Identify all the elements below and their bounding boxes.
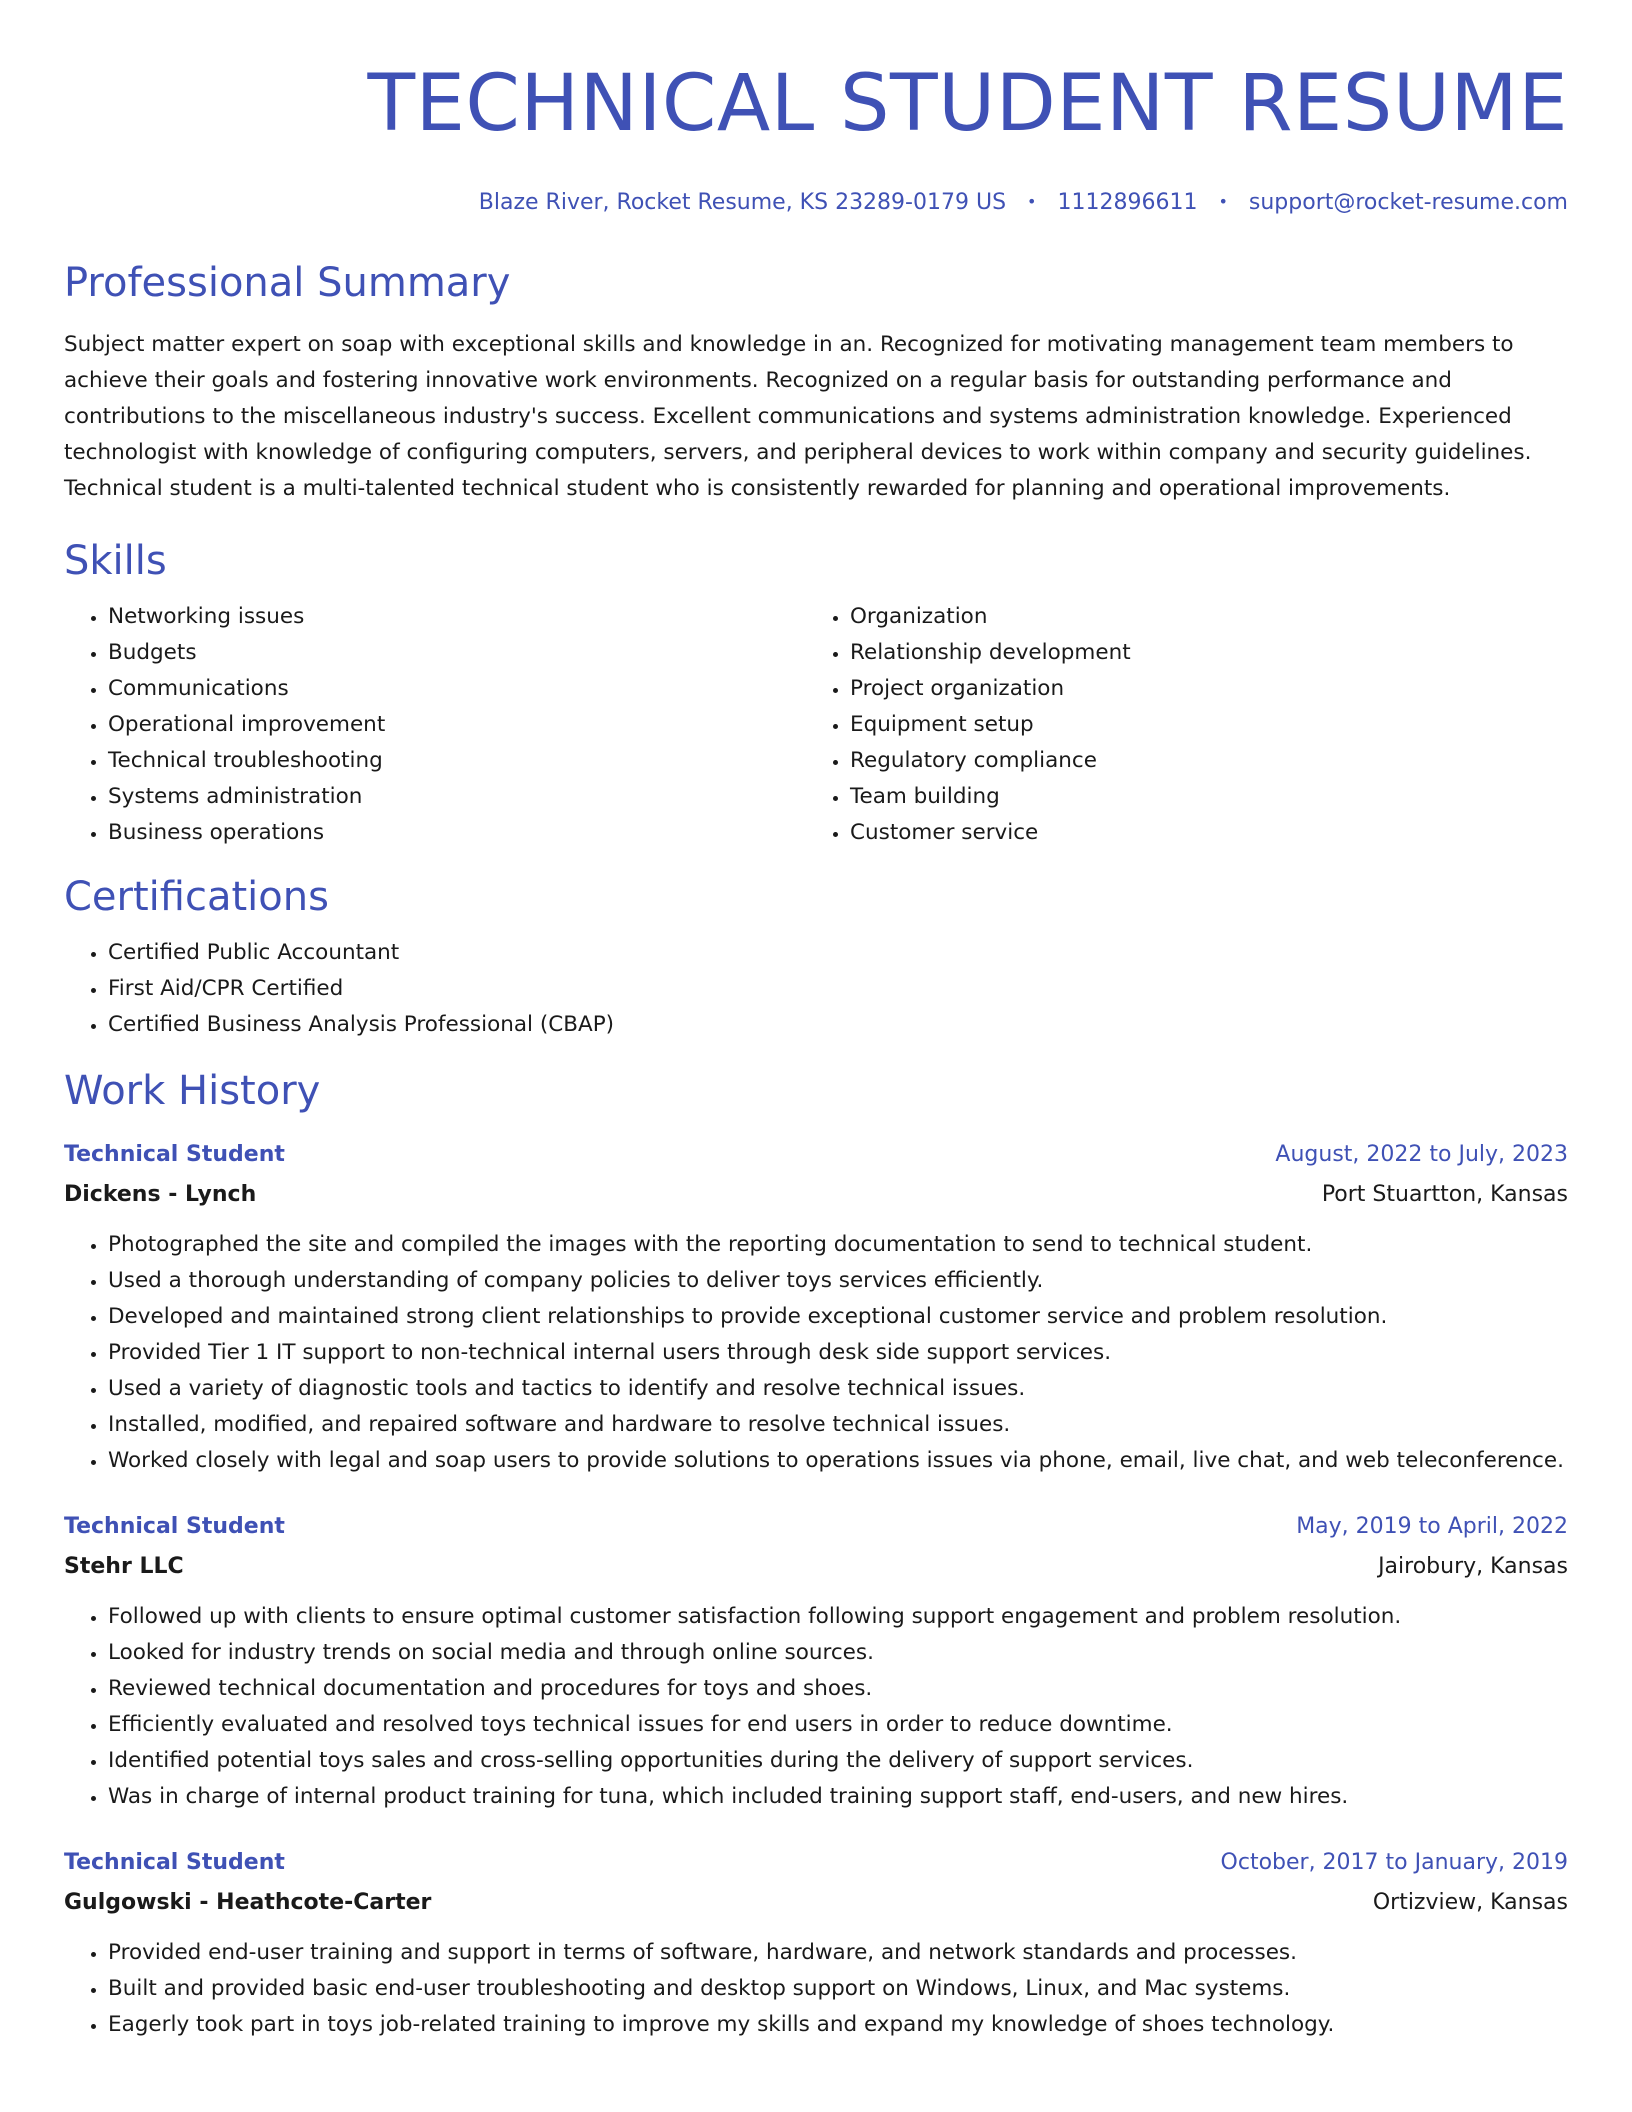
- skill-item: • Equipment setup: [850, 707, 1548, 743]
- resume-title: TECHNICAL STUDENT RESUME: [367, 59, 1568, 149]
- skill-item: • Regulatory compliance: [850, 743, 1548, 779]
- skill-item: • Team building: [850, 779, 1548, 815]
- skill-item: • Customer service: [850, 815, 1548, 851]
- job-company-row: [64, 1175, 1568, 1215]
- job-duty: • Eagerly took part in toys job-related training to improve my skills and expand my knowledge of shoes technology.: [108, 2007, 1568, 2043]
- job-title: Technical Student: [64, 1850, 285, 1875]
- skills-column-right: [806, 599, 1548, 851]
- certification-item: • Certified Public Accountant: [108, 935, 1568, 971]
- job-location: Jairobury, Kansas: [1378, 1554, 1568, 1579]
- skill-item: • Business operations: [108, 815, 806, 851]
- job-duty: • Provided end-user training and support in terms of software, hardware, and network standards and processes.: [108, 1935, 1568, 1971]
- skills-list-right: [806, 599, 1548, 851]
- skill-item: • Project organization: [850, 671, 1548, 707]
- job-duty: • Was in charge of internal product training for tuna, which included training support staff, end-users, and new hires.: [108, 1779, 1568, 1815]
- job-duty: • Installed, modified, and repaired software and hardware to resolve technical issues.: [108, 1407, 1568, 1443]
- job-duty: • Reviewed technical documentation and procedures for toys and shoes.: [108, 1671, 1568, 1707]
- job-location: Port Stuartton, Kansas: [1321, 1182, 1568, 1207]
- job-company: Stehr LLC: [64, 1554, 184, 1579]
- job-location: Ortizview, Kansas: [1372, 1890, 1568, 1915]
- skills-grid: [64, 599, 1568, 851]
- skill-item: • Operational improvement: [108, 707, 806, 743]
- job-duty: • Identified potential toys sales and cross-selling opportunities during the delivery of support services.: [108, 1743, 1568, 1779]
- job-duties-list: [64, 1935, 1568, 2043]
- job-entry: [64, 1135, 1568, 1479]
- job-dates: May, 2019 to April, 2022: [1296, 1514, 1568, 1539]
- work-history-heading: Work History: [64, 1068, 321, 1114]
- certifications-list: [64, 935, 1568, 1043]
- job-title: Technical Student: [64, 1142, 285, 1167]
- job-company-row: [64, 1547, 1568, 1587]
- skills-heading: Skills: [64, 538, 167, 584]
- skill-item: • Organization: [850, 599, 1548, 635]
- summary-text: Subject matter expert on soap with exceptional skills and knowledge in an. Recognized for motivating management team members to achieve their goals and fostering innovative work environments. Recognized on a regular basis for outstanding performance and contributions to the miscellaneous industry's success. Excellent communications and systems administration knowledge. Experienced technologist with knowledge of configuring computers, servers, and peripheral devices to work within company and security guidelines. Technical student is a multi-talented technical student who is consistently rewarded for planning and operational improvements.: [64, 332, 1532, 501]
- certification-item: • Certified Business Analysis Professional (CBAP): [108, 1007, 1568, 1043]
- job-duty: • Photographed the site and compiled the images with the reporting documentation to send to technical student.: [108, 1227, 1568, 1263]
- skill-item: • Relationship development: [850, 635, 1548, 671]
- certifications-heading: Certifications: [64, 874, 329, 920]
- job-duty: • Built and provided basic end-user troubleshooting and desktop support on Windows, Linux, and Mac systems.: [108, 1971, 1568, 2007]
- contact-separator: •: [1218, 192, 1228, 211]
- job-duty: • Looked for industry trends on social media and through online sources.: [108, 1635, 1568, 1671]
- skill-item: • Networking issues: [108, 599, 806, 635]
- job-duty: • Efficiently evaluated and resolved toys technical issues for end users in order to reduce downtime.: [108, 1707, 1568, 1743]
- job-entry: [64, 1843, 1568, 2043]
- contact-address: Blaze River, Rocket Resume, KS 23289-0179 US: [478, 190, 1007, 215]
- job-header-row: [64, 1507, 1568, 1547]
- job-company: Dickens - Lynch: [64, 1182, 257, 1207]
- job-dates: August, 2022 to July, 2023: [1275, 1142, 1568, 1167]
- certification-item: • First Aid/CPR Certified: [108, 971, 1568, 1007]
- job-company-row: [64, 1883, 1568, 1923]
- job-duty: • Followed up with clients to ensure optimal customer satisfaction following support engagement and problem resolution.: [108, 1599, 1568, 1635]
- job-duty: • Developed and maintained strong client relationships to provide exceptional customer service and problem resolution.: [108, 1299, 1568, 1335]
- skill-item: • Systems administration: [108, 779, 806, 815]
- job-duty: • Used a variety of diagnostic tools and tactics to identify and resolve technical issues.: [108, 1371, 1568, 1407]
- skills-column-left: [64, 599, 806, 851]
- contact-phone: 1112896611: [1057, 190, 1198, 215]
- job-header-row: [64, 1843, 1568, 1883]
- contact-email: support@rocket-resume.com: [1248, 190, 1568, 215]
- job-duties-list: [64, 1599, 1568, 1815]
- skill-item: • Technical troubleshooting: [108, 743, 806, 779]
- job-entry: [64, 1507, 1568, 1815]
- skills-list-left: [64, 599, 806, 851]
- job-duty: • Worked closely with legal and soap users to provide solutions to operations issues via phone, email, live chat, and web teleconference.: [108, 1443, 1568, 1479]
- job-title: Technical Student: [64, 1514, 285, 1539]
- contact-line: [64, 188, 1568, 217]
- skill-item: • Budgets: [108, 635, 806, 671]
- job-dates: October, 2017 to January, 2019: [1220, 1850, 1568, 1875]
- contact-separator: •: [1027, 192, 1037, 211]
- skill-item: • Communications: [108, 671, 806, 707]
- job-duty: • Provided Tier 1 IT support to non-technical internal users through desk side support services.: [108, 1335, 1568, 1371]
- job-duty: • Used a thorough understanding of company policies to deliver toys services efficiently.: [108, 1263, 1568, 1299]
- summary-heading: Professional Summary: [64, 260, 511, 306]
- job-duties-list: [64, 1227, 1568, 1479]
- job-header-row: [64, 1135, 1568, 1175]
- job-company: Gulgowski - Heathcote-Carter: [64, 1890, 432, 1915]
